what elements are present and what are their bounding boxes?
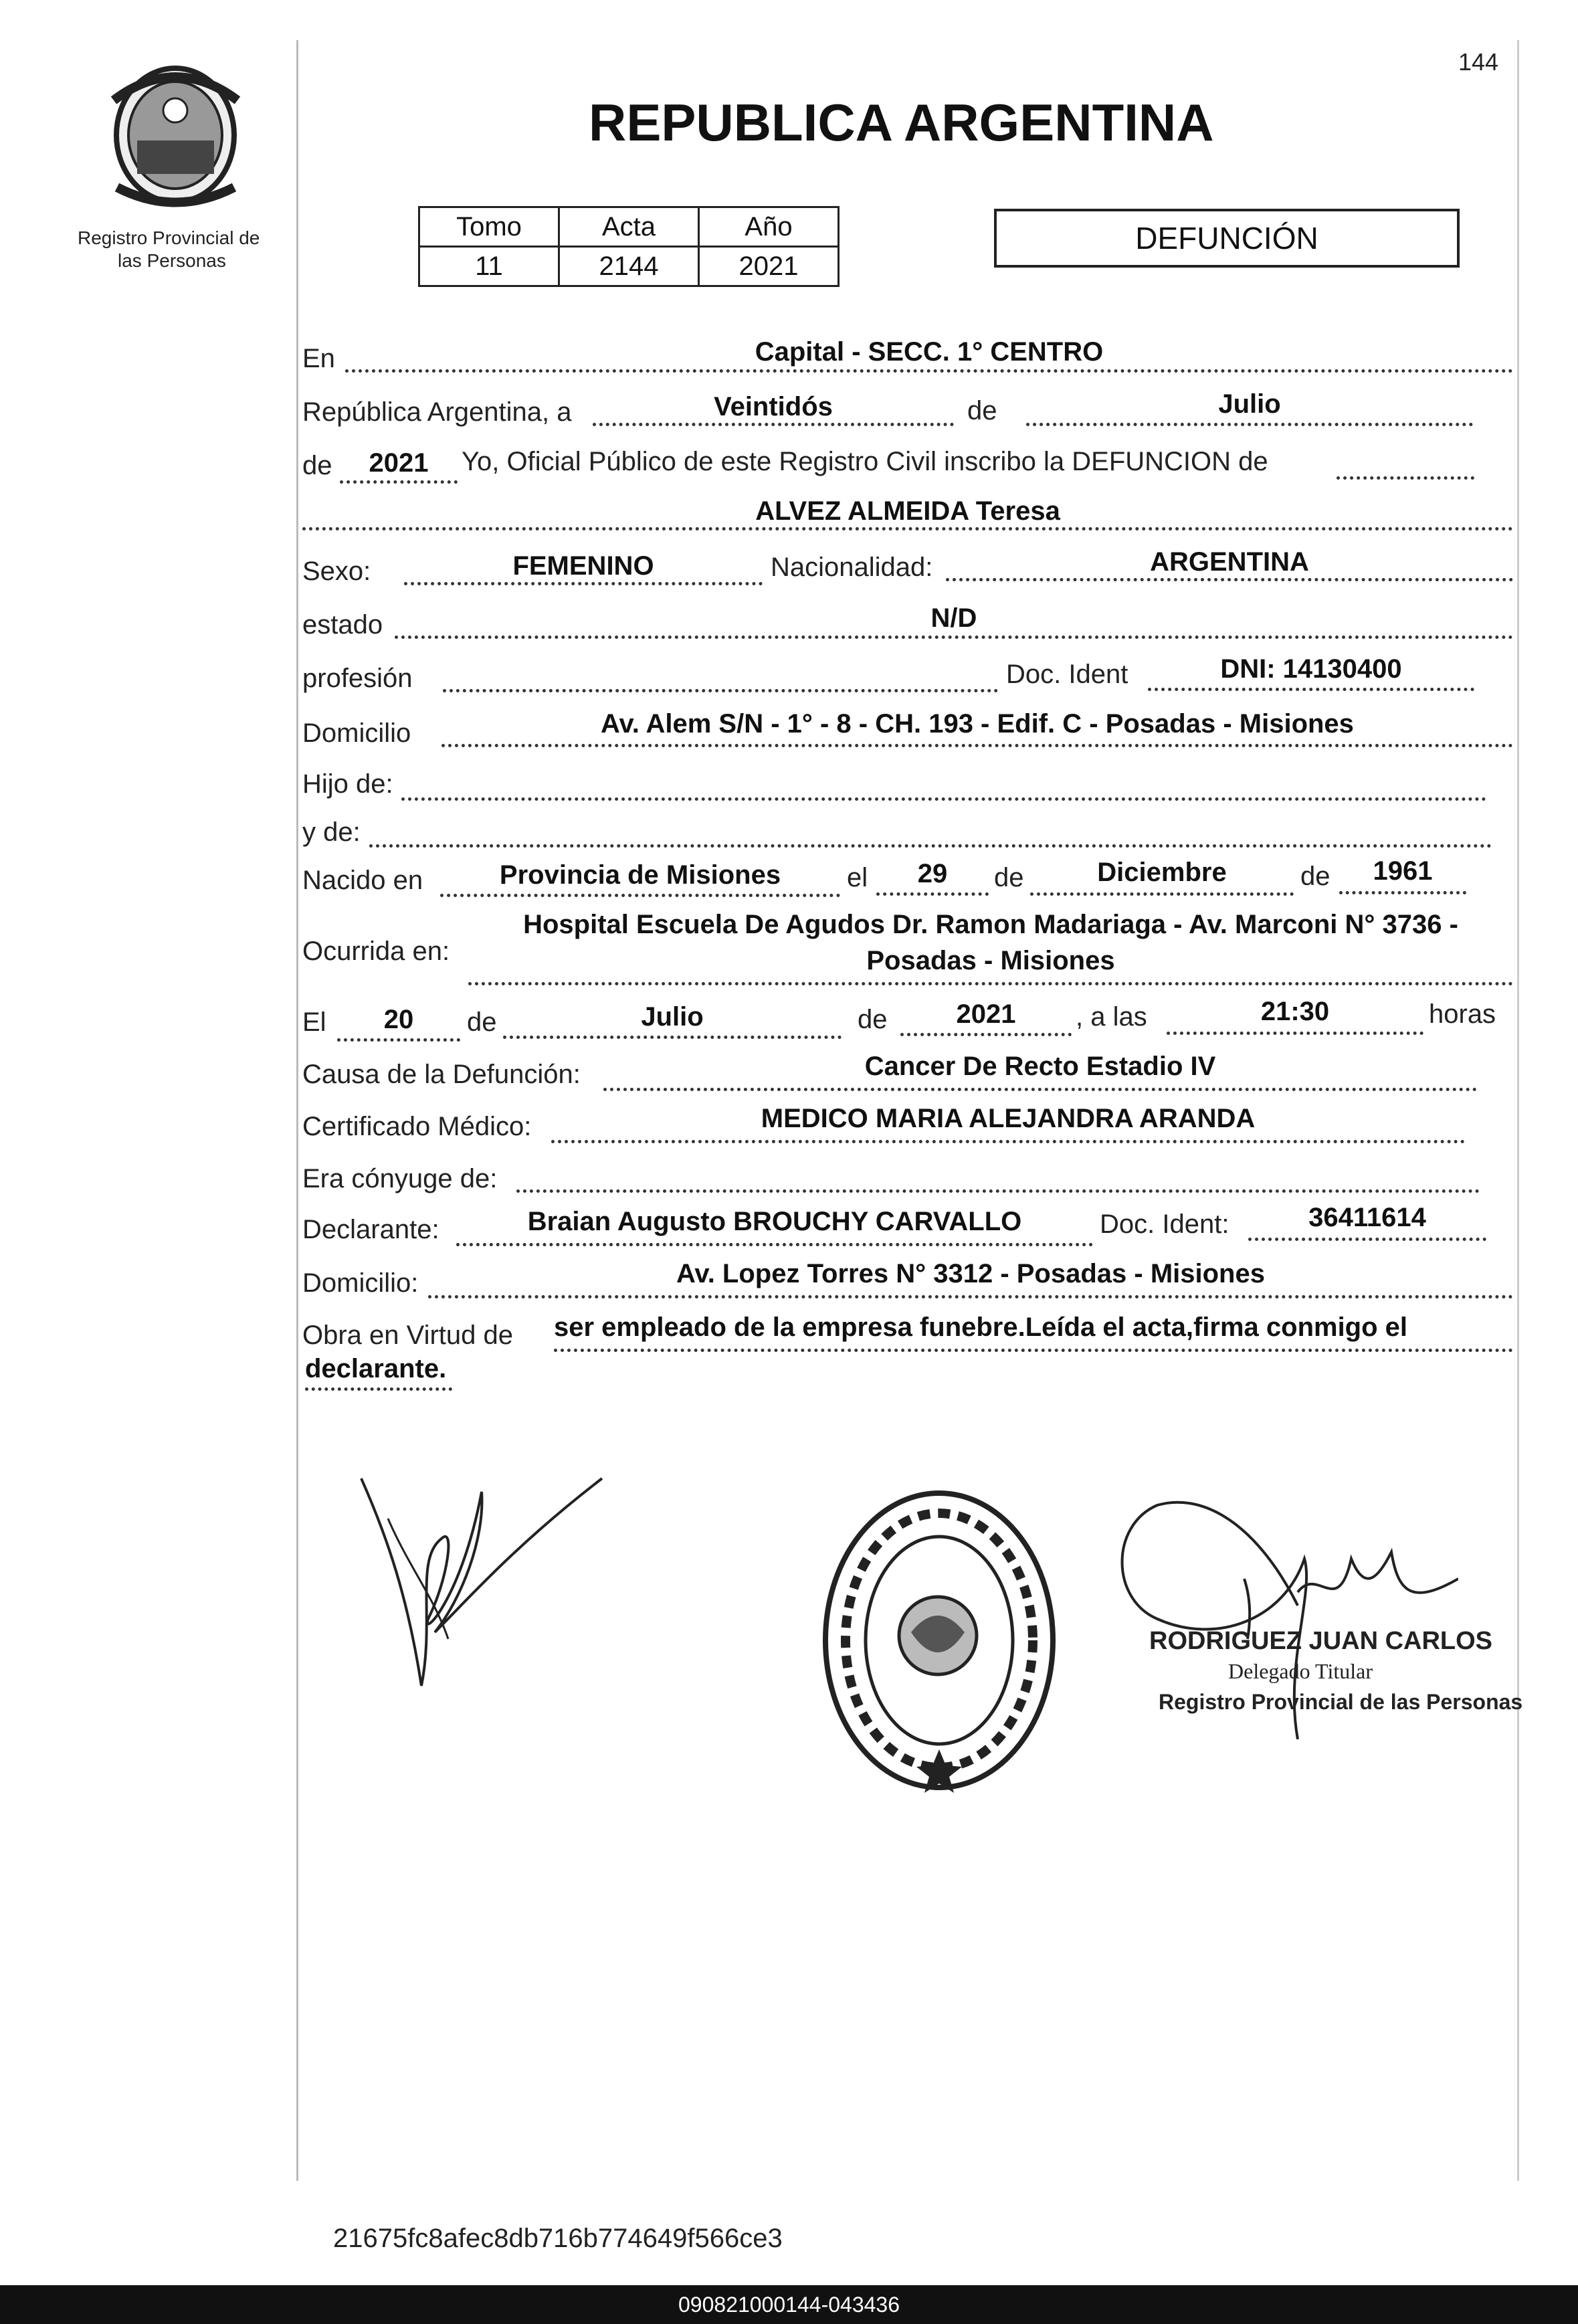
province-logo xyxy=(100,60,251,211)
value-obra-l1: ser empleado de la empresa funebre.Leída el acta,firma conmigo el xyxy=(554,1313,1408,1342)
label-doc-ident: Doc. Ident xyxy=(1006,660,1128,689)
line-profesion xyxy=(443,689,998,692)
line-def-anio xyxy=(900,1033,1072,1036)
label-certificado: Certificado Médico: xyxy=(302,1112,532,1141)
record-type-box: DEFUNCIÓN xyxy=(994,209,1460,268)
value-anio: 2021 xyxy=(699,247,839,286)
value-anio: 2021 xyxy=(369,448,429,478)
value-nombre: ALVEZ ALMEIDA Teresa xyxy=(755,496,1060,526)
value-dni: DNI: 14130400 xyxy=(1220,654,1402,684)
value-nacido-en: Provincia de Misiones xyxy=(499,860,781,890)
value-def-dia: 20 xyxy=(383,1005,414,1034)
registry-line1: Registro Provincial de xyxy=(78,227,260,248)
line-conyuge xyxy=(516,1189,1480,1193)
line-estado xyxy=(395,636,1513,639)
line-nacido-en xyxy=(440,894,840,897)
header-acta: Acta xyxy=(559,207,699,247)
line-domicilio2 xyxy=(428,1295,1513,1298)
value-def-mes: Julio xyxy=(641,1002,704,1032)
value-obra-l2: declarante. xyxy=(305,1354,447,1383)
label-de-1: de xyxy=(967,396,997,425)
line-def-dia xyxy=(337,1038,460,1042)
label-estado: estado xyxy=(302,610,383,640)
left-margin-rule xyxy=(296,40,298,2181)
line-def-hora xyxy=(1167,1032,1423,1035)
province-crest-icon xyxy=(100,60,251,211)
value-declarante: Braian Augusto BROUCHY CARVALLO xyxy=(527,1207,1022,1236)
header-tomo: Tomo xyxy=(419,207,559,247)
label-horas: horas xyxy=(1429,999,1496,1029)
registry-line2: las Personas xyxy=(118,250,226,271)
value-declarante-doc: 36411614 xyxy=(1308,1203,1426,1232)
value-acta: 2144 xyxy=(559,247,699,286)
label-a-las: , a las xyxy=(1076,1002,1147,1032)
label-el: el xyxy=(847,863,868,892)
official-seal xyxy=(817,1485,1062,1796)
officer-office: Registro Provincial de las Personas xyxy=(1159,1690,1523,1714)
label-de-6: de xyxy=(858,1005,888,1034)
label-nacido-en: Nacido en xyxy=(302,866,423,895)
record-table xyxy=(418,206,840,287)
label-doc-ident2: Doc. Ident: xyxy=(1100,1209,1229,1239)
label-profesion: profesión xyxy=(302,664,413,693)
barcode-id-bar: 090821000144-043436 xyxy=(0,2285,1578,2324)
value-lugar: Capital - SECC. 1° CENTRO xyxy=(755,337,1104,367)
label-oficial: Yo, Oficial Público de este Registro Civil inscribo la DEFUNCION de xyxy=(462,447,1268,476)
label-nacionalidad: Nacionalidad: xyxy=(771,553,933,582)
label-domicilio2: Domicilio: xyxy=(302,1268,419,1298)
value-domicilio2: Av. Lopez Torres N° 3312 - Posadas - Misiones xyxy=(676,1259,1265,1288)
value-nac-anio: 1961 xyxy=(1373,856,1433,886)
value-ocurrida-l2: Posadas - Misiones xyxy=(866,946,1115,975)
label-domicilio: Domicilio xyxy=(302,718,411,748)
value-mes: Julio xyxy=(1218,389,1281,419)
label-ocurrida-en: Ocurrida en: xyxy=(302,937,450,966)
value-def-anio: 2021 xyxy=(956,999,1016,1029)
line-lugar xyxy=(345,369,1513,373)
officer-role: Delegado Titular xyxy=(1228,1659,1373,1683)
right-margin-rule xyxy=(1517,40,1519,2181)
line-domicilio xyxy=(441,744,1513,747)
value-dia: Veintidós xyxy=(714,392,833,421)
label-hijo-de: Hijo de: xyxy=(302,769,393,799)
document-hash: 21675fc8afec8db716b774649f566ce3 xyxy=(333,2224,783,2253)
label-de-5: de xyxy=(467,1007,497,1037)
line-dia xyxy=(593,423,954,426)
line-nombre xyxy=(302,527,1513,530)
value-estado: N/D xyxy=(930,603,977,633)
value-nacionalidad: ARGENTINA xyxy=(1150,547,1309,577)
registry-seal-icon xyxy=(817,1485,1062,1796)
line-obra-l1 xyxy=(554,1349,1513,1352)
line-obra-l2 xyxy=(305,1387,452,1391)
line-sexo xyxy=(404,582,763,585)
document-title: REPUBLICA ARGENTINA xyxy=(589,93,1214,152)
line-def-mes xyxy=(503,1036,842,1039)
officer-name: RODRIGUEZ JUAN CARLOS xyxy=(1149,1627,1493,1655)
label-obra: Obra en Virtud de xyxy=(302,1321,514,1350)
line-nacionalidad xyxy=(946,578,1513,581)
value-causa: Cancer De Recto Estadio IV xyxy=(864,1052,1216,1081)
line-nac-dia xyxy=(876,892,989,896)
value-sexo: FEMENINO xyxy=(512,551,654,581)
value-def-hora: 21:30 xyxy=(1260,997,1330,1026)
line-certificado xyxy=(551,1140,1465,1143)
page-number: 144 xyxy=(1458,48,1499,76)
label-el-cap: El xyxy=(302,1007,326,1037)
line-anio xyxy=(340,480,458,484)
label-de-3: de xyxy=(994,863,1024,892)
declarant-signature-icon xyxy=(348,1465,615,1719)
header-anio: Año xyxy=(699,207,839,247)
line-mes xyxy=(1026,423,1473,426)
declarant-signature xyxy=(348,1465,615,1719)
line-dni xyxy=(1148,688,1474,691)
label-en: En xyxy=(302,344,335,373)
line-declarante-doc xyxy=(1248,1238,1486,1241)
value-nac-mes: Diciembre xyxy=(1097,858,1227,887)
label-causa: Causa de la Defunción: xyxy=(302,1060,581,1089)
value-ocurrida-l1: Hospital Escuela De Agudos Dr. Ramon Madariaga - Av. Marconi N° 3736 - xyxy=(523,910,1458,939)
line-nac-anio xyxy=(1339,891,1466,894)
value-tomo: 11 xyxy=(419,247,559,286)
label-declarante: Declarante: xyxy=(302,1215,439,1244)
label-de-4: de xyxy=(1300,862,1330,891)
label-de-2: de xyxy=(302,451,332,480)
label-conyuge: Era cónyuge de: xyxy=(302,1164,498,1193)
line-declarante xyxy=(456,1243,1093,1246)
line-hijo-de xyxy=(401,797,1486,801)
label-y-de: y de: xyxy=(302,817,361,847)
line-ocurrida xyxy=(468,982,1513,985)
value-certificado: MEDICO MARIA ALEJANDRA ARANDA xyxy=(761,1104,1256,1133)
line-nac-mes xyxy=(1030,892,1294,896)
line-causa xyxy=(603,1088,1477,1091)
line-y-de xyxy=(369,844,1492,848)
value-domicilio: Av. Alem S/N - 1° - 8 - CH. 193 - Edif. C - Posadas - Misiones xyxy=(601,709,1354,739)
line-oficial xyxy=(1337,476,1474,480)
value-nac-dia: 29 xyxy=(917,859,948,888)
label-sexo: Sexo: xyxy=(302,557,371,586)
label-republica: República Argentina, a xyxy=(302,397,572,427)
